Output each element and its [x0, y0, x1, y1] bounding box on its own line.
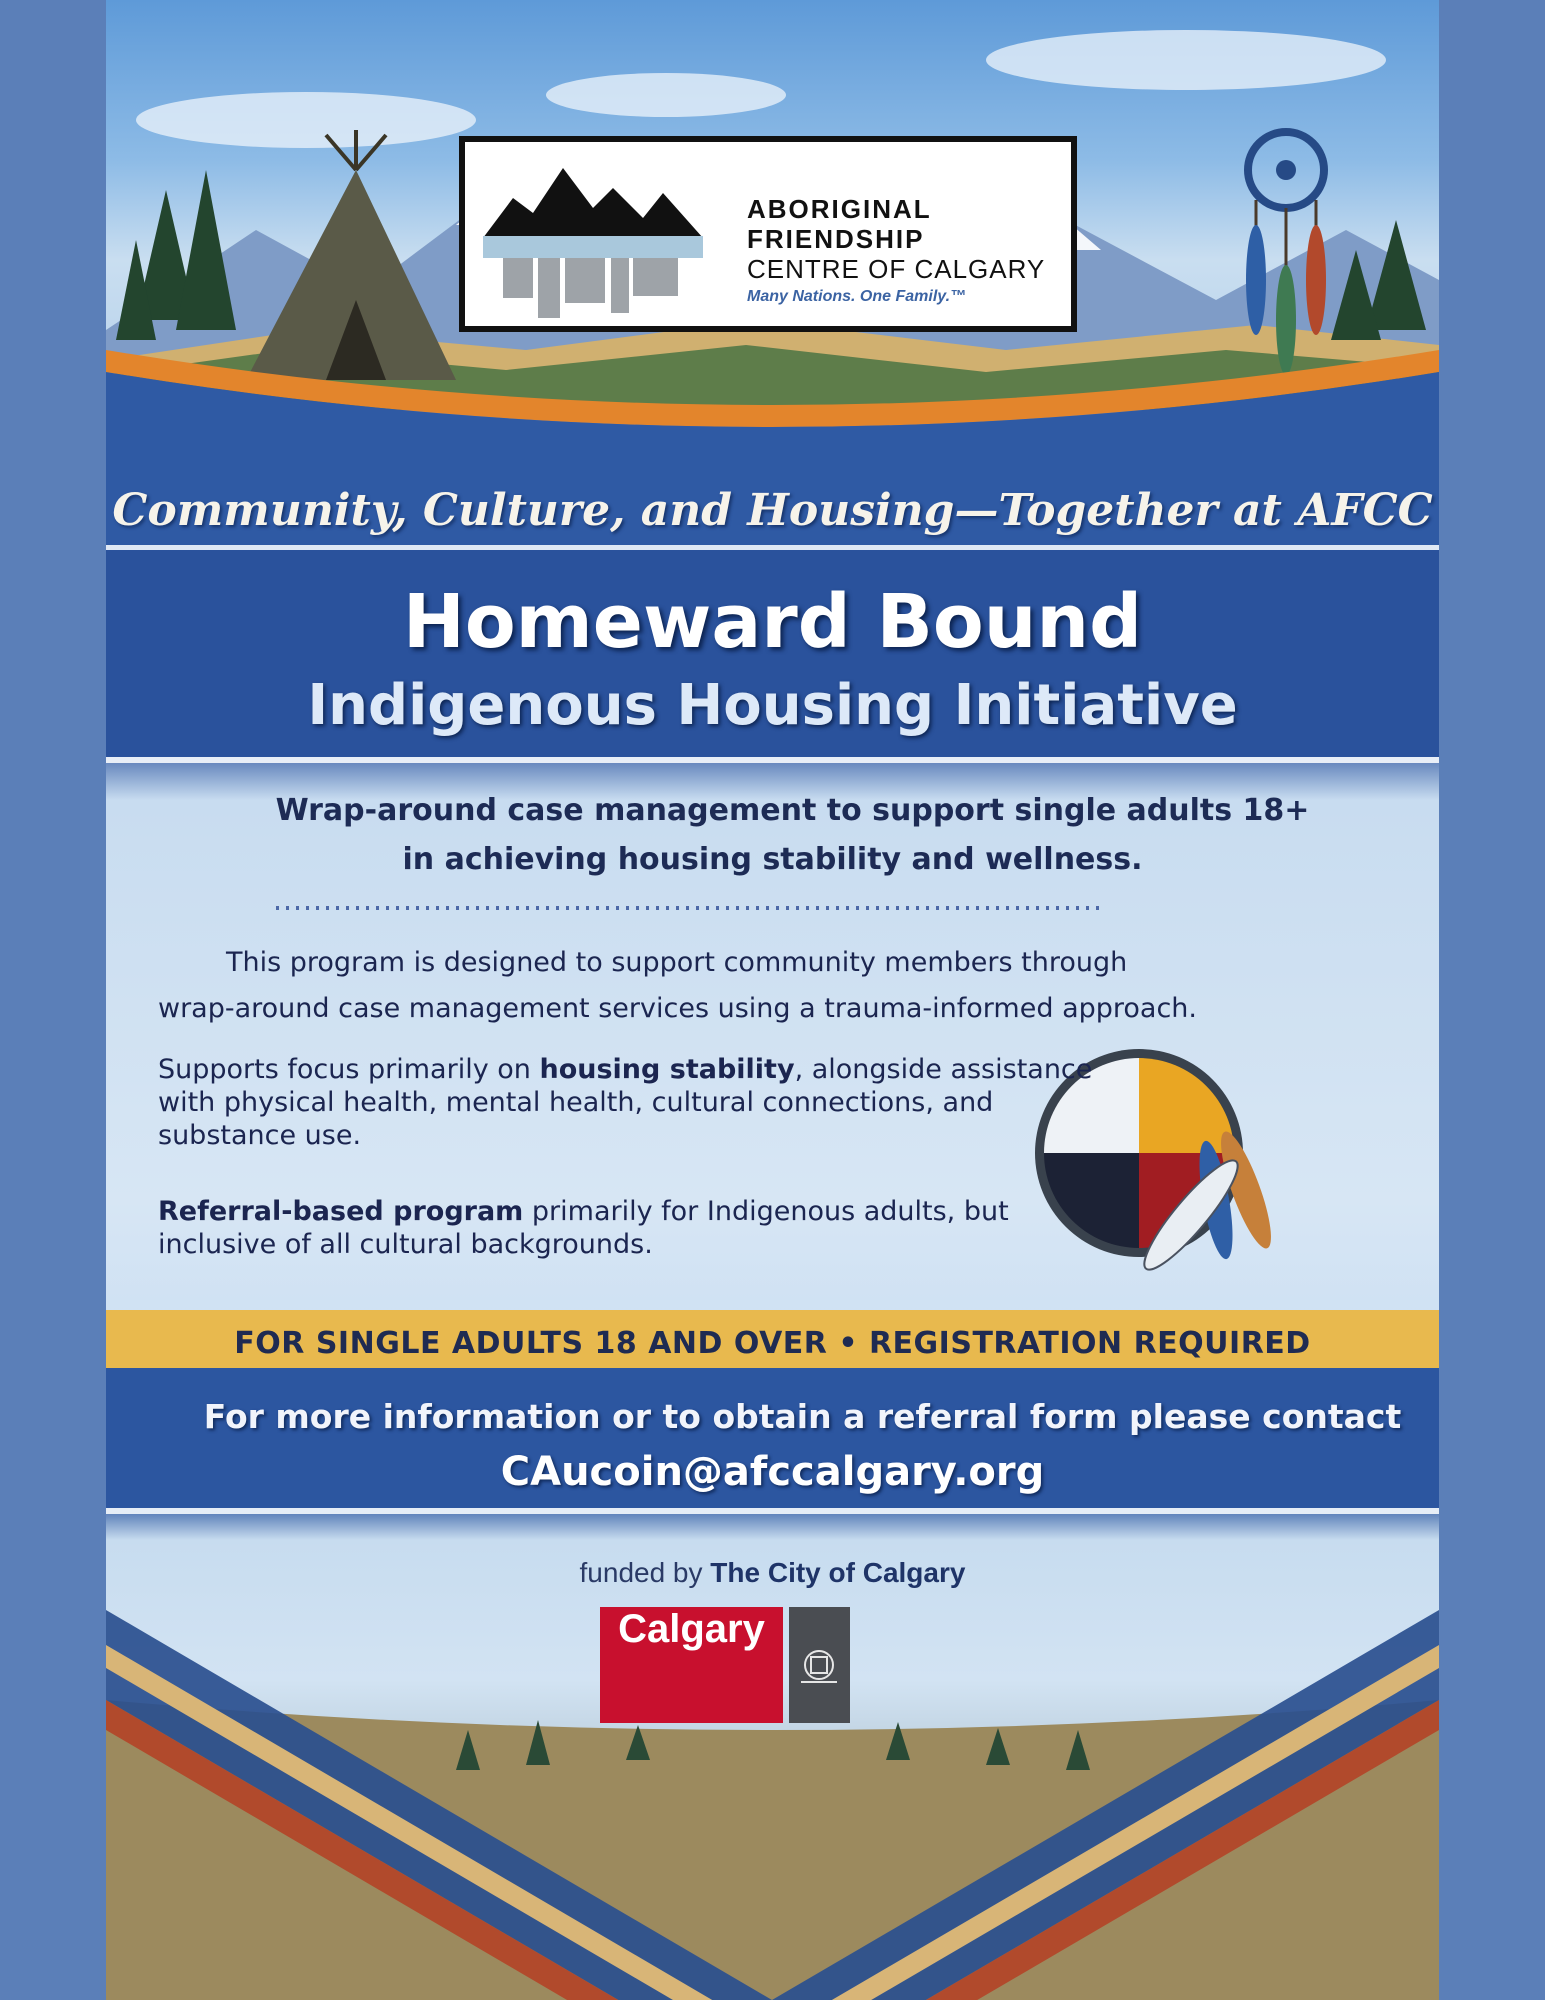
program-description-line-2: wrap-around case management services using a trauma-informed approach. [158, 993, 1197, 1024]
contact-email-link[interactable]: CAucoin@afccalgary.org [500, 1449, 1045, 1495]
calgary-logo-grey-block [789, 1607, 850, 1723]
contact-banner-rule [106, 1508, 1439, 1514]
supports-text-bold: housing stability [539, 1054, 795, 1085]
city-crest-icon [789, 1607, 850, 1723]
contact-line: For more information or to obtain a referral form please contact [203, 1397, 1402, 1436]
poster [106, 0, 1439, 2000]
program-description-line-1: This program is designed to support community members through [226, 947, 1128, 978]
page-title: Homeward Bound [402, 579, 1143, 665]
funder-name: The City of Calgary [710, 1557, 966, 1588]
referral-text-bold: Referral-based program [158, 1196, 524, 1227]
header-tagline: Community, Culture, and Housing—Together at AFCC [112, 485, 1433, 536]
mountain-skyline-icon [483, 158, 703, 318]
trees-left [116, 170, 236, 340]
supports-text-pre: Supports focus primarily on [158, 1054, 540, 1085]
title-banner-bottom-rule [106, 757, 1439, 763]
summary-line-2: in achieving housing stability and wellness. [402, 842, 1143, 877]
calgary-logo-wordmark: Calgary [618, 1607, 765, 1651]
eligibility-band-text: FOR SINGLE ADULTS 18 AND OVER • REGISTRATION REQUIRED [234, 1326, 1311, 1361]
funded-by-prefix: funded by [579, 1557, 711, 1588]
city-of-calgary-logo [600, 1607, 850, 1723]
funded-by-line [106, 1556, 1439, 1590]
afcc-logo [459, 136, 1077, 332]
supports-text-post: , alongside assistance with physical health, mental health, cultural connections, and substance use. [158, 1054, 1093, 1151]
title-banner-top-rule [106, 545, 1439, 550]
supports-paragraph [158, 1054, 1098, 1153]
page-subtitle: Indigenous Housing Initiative [307, 673, 1238, 738]
logo-tagline: Many Nations. One Family.™ [747, 288, 967, 305]
clouds [136, 30, 1386, 148]
logo-line-2: FRIENDSHIP [747, 224, 925, 254]
logo-line-3: CENTRE OF CALGARY [747, 254, 1046, 284]
referral-paragraph [158, 1196, 1058, 1262]
logo-line-1: ABORIGINAL [747, 194, 932, 224]
summary-line-1: Wrap-around case management to support single adults 18+ [275, 793, 1310, 828]
referral-text-post: primarily for Indigenous adults, but inclusive of all cultural backgrounds. [158, 1196, 1009, 1260]
